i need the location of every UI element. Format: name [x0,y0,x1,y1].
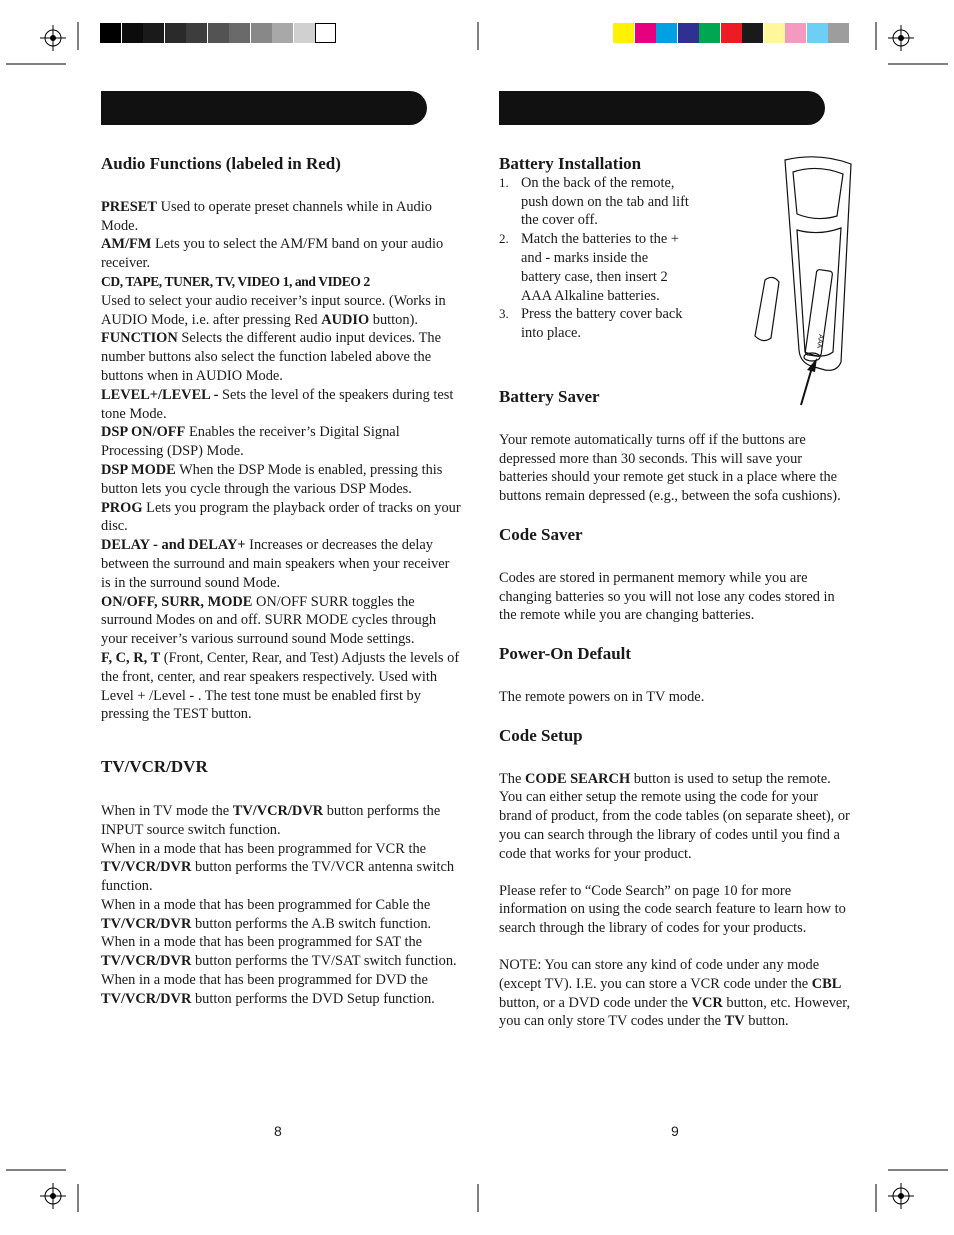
code-setup-note: NOTE: You can store any kind of code under any mode (except TV). I.E. you can store a VCR code under the CBL button, or a DVD code under the VCR button, etc. However, you can only store TV codes under the TV button. [499,956,851,1030]
color-swatch [186,23,207,43]
entry-level: LEVEL+/LEVEL - Sets the level of the speakers during test tone Mode. [101,386,454,422]
color-swatch [272,23,293,43]
remote-battery-illustration [745,152,860,410]
battery-installation [499,155,691,343]
color-swatch [251,23,272,43]
color-swatch [122,23,143,43]
tvvcr-p5: When in a mode that has been programmed for DVD the TV/VCR/DVR button performs the DVD Setup function. [101,972,435,1007]
color-swatch [635,23,656,43]
code-setup-heading: Code Setup [499,725,583,745]
color-swatch [294,23,315,43]
left-header-bar [101,91,427,125]
color-swatch [165,23,186,43]
code-setup-p2: Please refer to “Code Search” on page 10 for more information on using the code search feature to learn how to search through the library of codes for your products. [499,882,846,937]
color-swatch [721,23,742,43]
entry-dsp-mode: DSP MODE When the DSP Mode is enabled, pressing this button lets you cycle through the various DSP Modes. [101,461,443,497]
list-item: 1. On the back of the remote, push down on the tab and lift the cover off. [499,174,689,229]
page-number-left: 8 [274,1123,282,1139]
color-swatch [229,23,250,43]
power-on-text: The remote powers on in TV mode. [499,688,705,705]
entry-surr: ON/OFF, SURR, MODE ON/OFF SURR toggles the surround Modes on and off. SURR MODE cycles through your receiver’s various surround sound Mode settings. [101,593,437,648]
tvvcr-p4: When in a mode that has been programmed for SAT the TV/VCR/DVR button performs the TV/SAT switch function. [101,934,457,970]
entry-input-source: Used to select your audio receiver’s input source. (Works in AUDIO Mode, i.e. after pressing Red AUDIO button). [101,292,446,328]
entry-dsp-onoff: DSP ON/OFF Enables the receiver’s Digital Signal Processing (DSP) Mode. [101,424,400,460]
code-saver-text: Codes are stored in permanent memory while you are changing batteries so you will not lose any codes stored in the remote while you are changing batteries. [499,569,835,624]
left-column [101,155,461,1009]
color-swatch [828,23,849,43]
entry-delay: DELAY - and DELAY+ Increases or decreases the delay between the surround and main speakers when your receiver is in the surround sound Mode. [101,537,450,591]
code-setup-p1: The CODE SEARCH button is used to setup the remote. You can either setup the remote using the code for your brand of product, from the code tables (on separate sheet), or you can search through the library of codes until you find a code that works for your product. [499,770,850,862]
entry-fcrt: F, C, R, T (Front, Center, Rear, and Test) Adjusts the levels of the front, center, and rear speakers respectively. Used with Level + /Level - . The test tone must be enabled first by pressing the TEST button. [101,649,460,723]
audio-functions-heading: Audio Functions (labeled in Red) [101,154,341,173]
color-swatch [678,23,699,43]
right-column [499,388,853,1031]
entry-function: FUNCTION Selects the different audio input devices. The number buttons also select the function labeled above the buttons when in AUDIO Mode. [101,330,441,384]
battery-steps [499,174,691,343]
code-saver-heading: Code Saver [499,524,583,544]
aaa-label: AAA [815,333,824,349]
entry-preset: PRESET Used to operate preset channels while in Audio Mode. [101,198,432,234]
tvvcr-p2: When in a mode that has been programmed for VCR the TV/VCR/DVR button performs the TV/VCR antenna switch function. [101,840,455,895]
entry-prog: PROG Lets you program the playback order of tracks on your disc. [101,499,461,535]
right-header-bar [499,91,825,125]
color-swatch [699,23,720,43]
tvvcr-p3: When in a mode that has been programmed for Cable the TV/VCR/DVR button performs the A.B switch function. [101,896,432,932]
entry-input-keys: CD, TAPE, TUNER, TV, VIDEO 1, and VIDEO 2 [101,273,370,289]
power-on-heading: Power-On Default [499,644,632,664]
entry-amfm: AM/FM Lets you to select the AM/FM band on your audio receiver. [101,236,444,272]
battery-installation-heading: Battery Installation [499,154,642,173]
color-swatch [656,23,677,43]
battery-saver-heading: Battery Saver [499,387,600,406]
tvvcr-p1: When in TV mode the TV/VCR/DVR button performs the INPUT source switch function. [101,802,441,838]
list-item: 3. Press the battery cover back into place. [499,306,683,342]
color-swatch [613,23,634,43]
tvvcrdvr-heading: TV/VCR/DVR [101,757,208,777]
color-swatch [315,23,336,43]
color-swatch [742,23,763,43]
battery-saver-text: Your remote automatically turns off if the buttons are depressed more than 30 seconds. This will save your batteries should your remote get stuck in a place where the buttons remain depressed (e.g., between the sofa cushions). [499,431,841,505]
color-swatch [143,23,164,43]
page-number-right: 9 [671,1123,679,1139]
color-swatch [208,23,229,43]
color-swatch [785,23,806,43]
color-swatch [807,23,828,43]
list-item: 2. Match the batteries to the + and - marks inside the battery case, then insert 2 AAA Alkaline batteries. [499,231,679,304]
color-swatch [764,23,785,43]
color-swatch [100,23,121,43]
